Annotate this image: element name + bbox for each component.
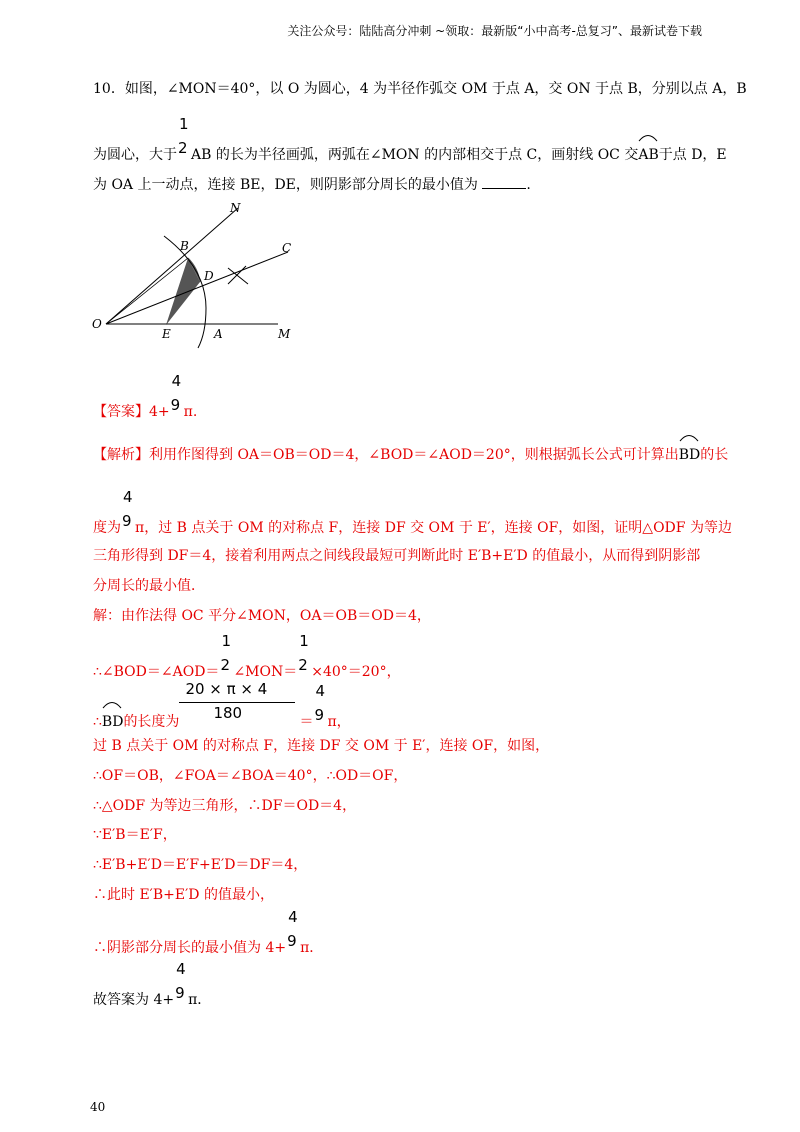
ray-on bbox=[106, 208, 238, 324]
answer-blank bbox=[482, 174, 526, 189]
arc-mark-icon bbox=[638, 132, 658, 142]
arc-label: BD bbox=[678, 447, 701, 463]
text: π． bbox=[300, 940, 324, 956]
label-o: O bbox=[92, 317, 102, 331]
solution-line-10 bbox=[93, 908, 324, 957]
fraction bbox=[121, 488, 135, 532]
fraction bbox=[174, 960, 188, 1004]
label-a: A bbox=[214, 327, 223, 341]
numerator: 4 bbox=[123, 488, 133, 506]
final-answer-line bbox=[93, 960, 212, 1009]
text: 为圆心，大于 bbox=[93, 147, 177, 163]
denominator: 180 bbox=[213, 704, 243, 722]
page-header: 关注公众号：陆陆高分冲刺 ~领取：最新版“小中高考-总复习”、最新试卷下载 bbox=[287, 24, 702, 38]
denominator: 2 bbox=[178, 139, 188, 157]
fraction-half bbox=[177, 115, 191, 159]
solution-line-7: ∵E′B＝E′F， bbox=[93, 827, 177, 843]
label-n: N bbox=[230, 201, 241, 215]
text: π， bbox=[327, 714, 351, 730]
numerator: 1 bbox=[179, 115, 189, 133]
arc-bd bbox=[679, 444, 701, 464]
arc-label: AB bbox=[638, 147, 659, 163]
answer-label: 【答案】4+ bbox=[93, 404, 170, 420]
text: 【解析】利用作图得到 OA＝OB＝OD＝4，∠BOD＝∠AOD＝20°，则根据弧长公式可计算出 bbox=[93, 447, 679, 463]
text: . bbox=[526, 177, 531, 193]
text: ×40°＝20°， bbox=[311, 664, 401, 680]
fraction bbox=[219, 632, 233, 676]
denominator: 9 bbox=[170, 396, 181, 414]
ray-oc bbox=[106, 252, 288, 324]
text: π. bbox=[183, 404, 198, 420]
numerator: 4 bbox=[288, 908, 298, 926]
question-line-2 bbox=[93, 115, 727, 164]
denominator: 9 bbox=[314, 706, 324, 724]
denominator: 9 bbox=[122, 512, 132, 530]
fraction bbox=[286, 908, 300, 952]
text: ∠MON＝ bbox=[233, 664, 298, 680]
numerator: 4 bbox=[176, 960, 186, 978]
question-line-3 bbox=[93, 174, 531, 194]
label-c: C bbox=[282, 241, 292, 255]
fraction-bar bbox=[179, 702, 295, 703]
numerator: 20 × π × 4 bbox=[185, 680, 268, 698]
text: 故答案为 4+ bbox=[93, 992, 175, 1008]
text: ∴∠BOD＝∠AOD＝ bbox=[93, 664, 220, 680]
text: ∴ bbox=[93, 714, 102, 730]
solution-line-8: ∴E′B+E′D＝E′F+E′D＝DF＝4， bbox=[93, 857, 308, 873]
numerator: 4 bbox=[315, 682, 325, 700]
text: ∴阴影部分周长的最小值为 4+ bbox=[93, 940, 287, 956]
text: 于点 D，E bbox=[658, 147, 727, 163]
text: ＝ bbox=[299, 714, 314, 730]
analysis-line-1 bbox=[93, 444, 728, 464]
numerator: 1 bbox=[221, 632, 231, 650]
arc-label: BD bbox=[101, 714, 124, 730]
text: π． bbox=[188, 992, 212, 1008]
text: 的长 bbox=[700, 447, 729, 463]
analysis-line-4: 分周长的最小值． bbox=[93, 578, 205, 594]
text: 度为 bbox=[93, 520, 121, 536]
question-line-1: 10．如图，∠MON＝40°，以 O 为圆心，4 为半径作弧交 OM 于点 A，交 ON 于点 B，分别以点 A，B bbox=[93, 81, 747, 97]
label-e: E bbox=[162, 327, 171, 341]
arc-mark-icon bbox=[102, 699, 122, 709]
solution-line-1: 解：由作法得 OC 平分∠MON，OA＝OB＝OD＝4， bbox=[93, 608, 431, 624]
denominator: 2 bbox=[298, 656, 308, 674]
solution-line-2 bbox=[93, 632, 401, 681]
analysis-line-2 bbox=[93, 488, 732, 537]
analysis-line-3: 三角形得到 DF＝4，接着利用两点之间线段最短可判断此时 E′B+E′D 的值最小，从而得到阴影部 bbox=[93, 548, 701, 564]
text: π，过 B 点关于 OM 的对称点 F，连接 DF 交 OM 于 E′，连接 OF，如图，证明△ODF 为等边 bbox=[135, 520, 732, 536]
answer-line bbox=[93, 372, 198, 421]
fraction bbox=[297, 632, 311, 676]
fraction bbox=[170, 372, 184, 416]
solution-line-6: ∴△ODF 为等边三角形，∴DF＝OD＝4， bbox=[93, 798, 357, 814]
arc-bd bbox=[102, 711, 124, 731]
denominator: 2 bbox=[220, 656, 230, 674]
label-m: M bbox=[278, 327, 291, 341]
text: 的长度为 bbox=[123, 714, 180, 730]
fraction bbox=[313, 682, 327, 726]
text: 为 OA 上一动点，连接 BE，DE，则阴影部分周长的最小值为 bbox=[93, 177, 478, 193]
solution-line-5: ∴OF＝OB，∠FOA＝∠BOA＝40°，∴OD＝OF， bbox=[93, 768, 408, 784]
numerator: 4 bbox=[171, 372, 182, 390]
label-d: D bbox=[204, 269, 214, 283]
solution-line-9: ∴此时 E′B+E′D 的值最小， bbox=[93, 887, 274, 903]
text: AB 的长为半径画弧，两弧在∠MON 的内部相交于点 C，画射线 OC 交 bbox=[191, 147, 639, 163]
solution-line-4: 过 B 点关于 OM 的对称点 F，连接 DF 交 OM 于 E′，连接 OF，如图， bbox=[93, 738, 550, 754]
geometry-figure bbox=[88, 198, 308, 354]
segment-ob bbox=[106, 258, 188, 324]
numerator: 1 bbox=[299, 632, 309, 650]
denominator: 9 bbox=[287, 932, 297, 950]
denominator: 9 bbox=[175, 984, 185, 1002]
page-number: 40 bbox=[90, 1100, 106, 1114]
label-b: B bbox=[180, 239, 189, 253]
arc-ab bbox=[638, 144, 658, 164]
arc-mark-icon bbox=[679, 432, 699, 442]
